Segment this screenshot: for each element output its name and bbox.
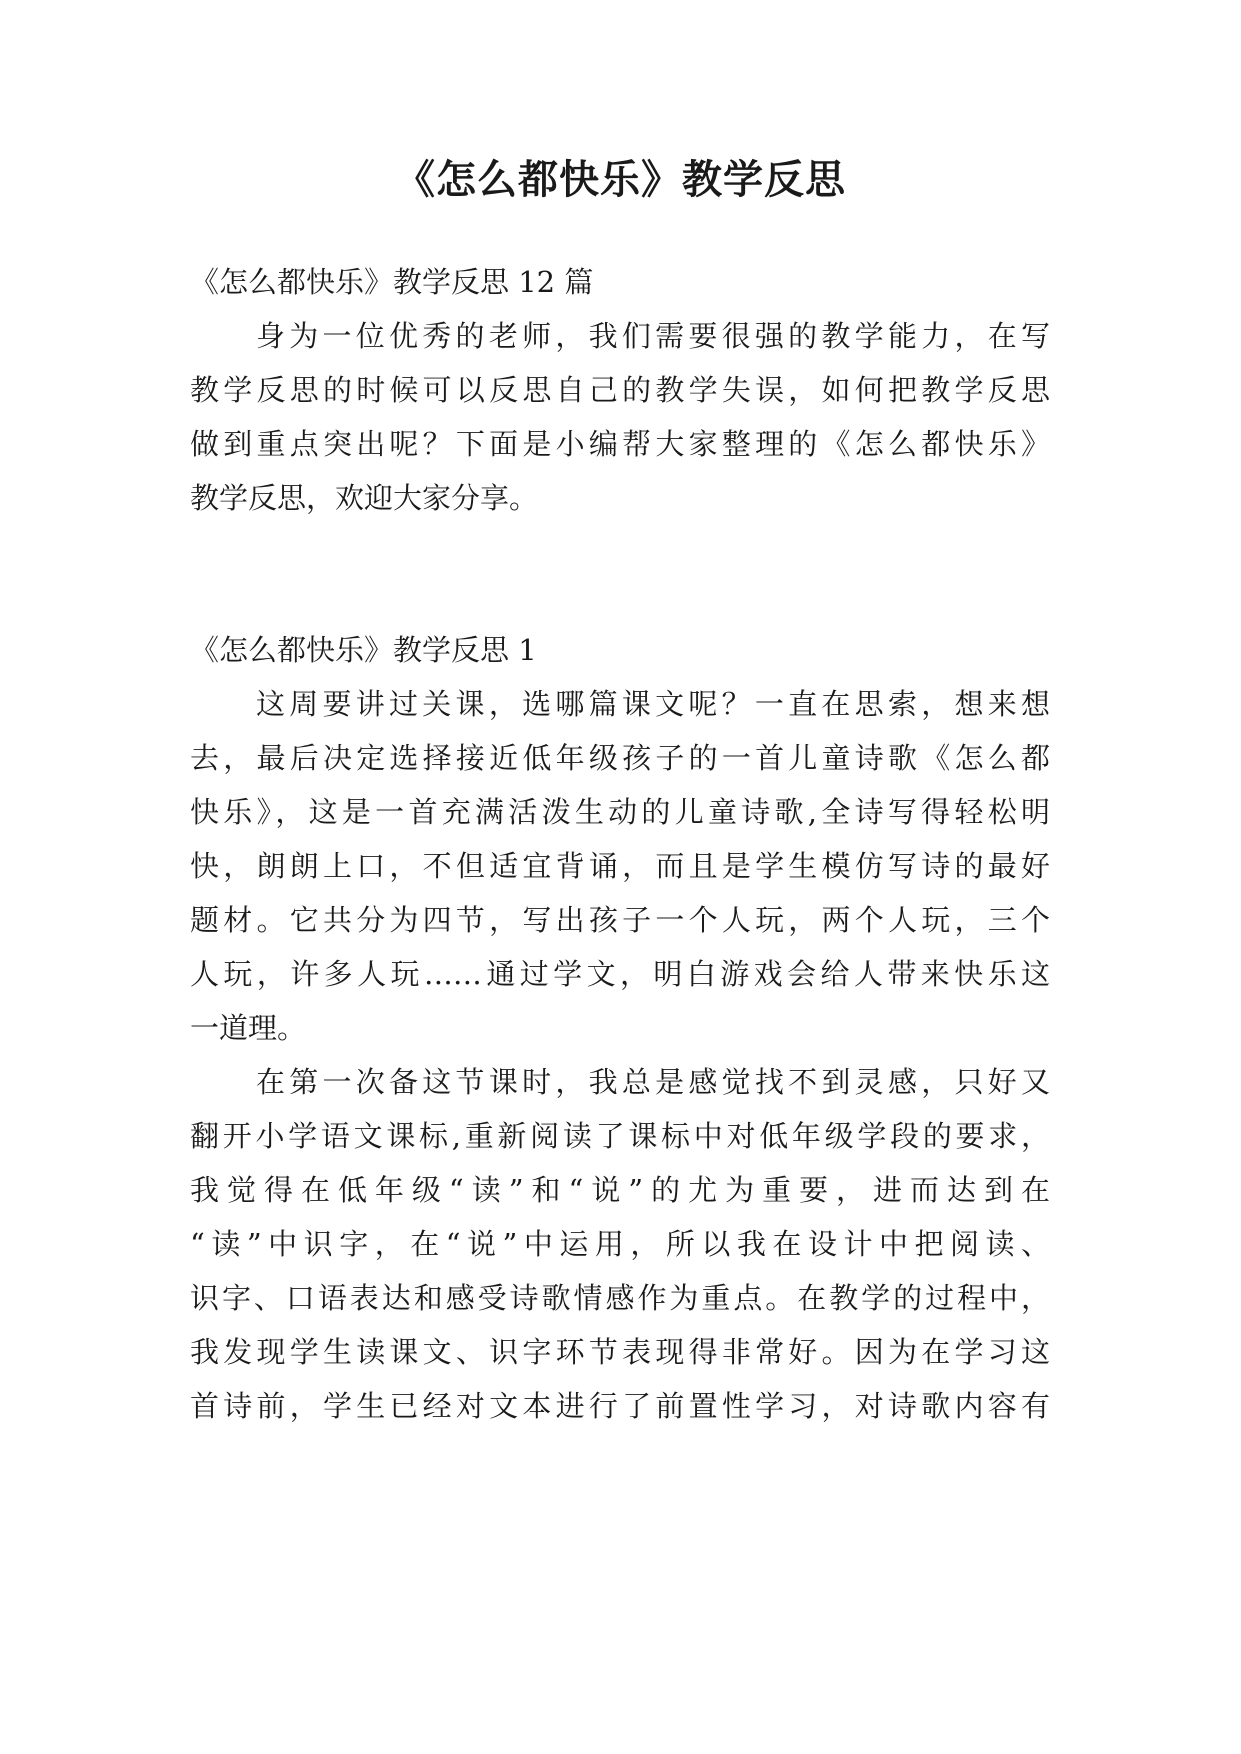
paragraph-line: 快乐》，这是一首充满活泼生动的儿童诗歌,全诗写得轻松明 bbox=[190, 795, 1050, 829]
intro-line: 教学反思，欢迎大家分享。 bbox=[190, 481, 539, 515]
section-heading: 《怎么都快乐》教学反思 1 bbox=[190, 633, 537, 667]
paragraph-line: 我发现学生读课文、识字环节表现得非常好。因为在学习这 bbox=[190, 1335, 1050, 1369]
document-title: 《怎么都快乐》教学反思 bbox=[395, 157, 846, 203]
paragraph-line: 识字、口语表达和感受诗歌情感作为重点。在教学的过程中， bbox=[190, 1281, 1050, 1315]
paragraph-line: 我觉得在低年级“读”和“说”的尤为重要，进而达到在 bbox=[190, 1173, 1050, 1207]
intro-heading: 《怎么都快乐》教学反思 12 篇 bbox=[190, 265, 594, 299]
intro-line: 身为一位优秀的老师，我们需要很强的教学能力，在写 bbox=[256, 319, 1050, 353]
paragraph-line: 题材。它共分为四节，写出孩子一个人玩，两个人玩，三个 bbox=[190, 903, 1050, 937]
paragraph-line: 人玩，许多人玩……通过学文，明白游戏会给人带来快乐这 bbox=[190, 957, 1050, 991]
paragraph-line: 这周要讲过关课，选哪篇课文呢？一直在思索，想来想 bbox=[256, 687, 1050, 721]
paragraph-line: 快，朗朗上口，不但适宜背诵，而且是学生模仿写诗的最好 bbox=[190, 849, 1050, 883]
paragraph-line: 翻开小学语文课标,重新阅读了课标中对低年级学段的要求， bbox=[190, 1119, 1050, 1153]
paragraph-line: 在第一次备这节课时，我总是感觉找不到灵感，只好又 bbox=[256, 1065, 1050, 1099]
paragraph-line: 首诗前，学生已经对文本进行了前置性学习，对诗歌内容有 bbox=[190, 1389, 1050, 1423]
paragraph-line: “读”中识字，在“说”中运用，所以我在设计中把阅读、 bbox=[190, 1227, 1050, 1261]
paragraph-line: 一道理。 bbox=[190, 1011, 307, 1045]
paragraph-line: 去，最后决定选择接近低年级孩子的一首儿童诗歌《怎么都 bbox=[190, 741, 1050, 775]
intro-line: 做到重点突出呢？下面是小编帮大家整理的《怎么都快乐》 bbox=[190, 427, 1050, 461]
intro-line: 教学反思的时候可以反思自己的教学失误，如何把教学反思 bbox=[190, 373, 1050, 407]
